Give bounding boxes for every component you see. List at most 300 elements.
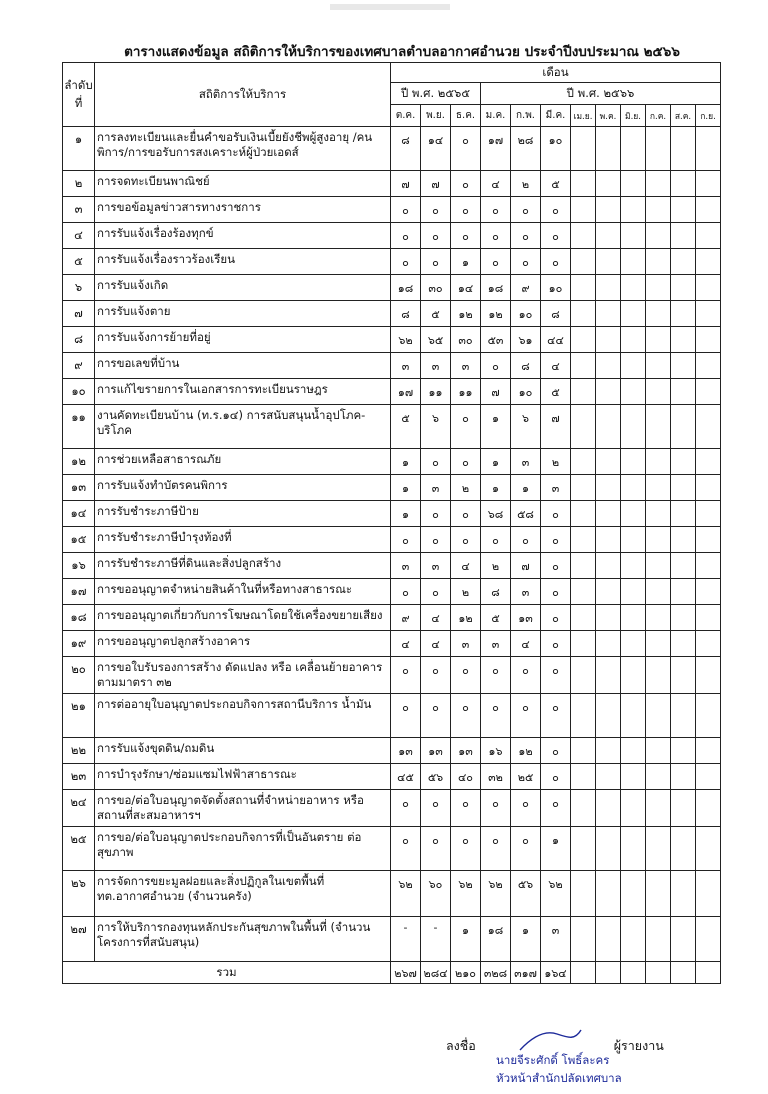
empty-cell: [621, 827, 646, 871]
empty-cell: [696, 871, 721, 917]
empty-cell: [671, 353, 696, 379]
empty-cell: [646, 694, 671, 738]
row-number: ๑๑: [63, 405, 95, 449]
month-value: -: [421, 917, 451, 962]
month-value: ๑: [481, 405, 511, 449]
empty-cell: [671, 871, 696, 917]
service-label: การจดทะเบียนพาณิชย์: [95, 171, 391, 197]
month-value: ๐: [391, 223, 421, 249]
row-number: ๒๓: [63, 764, 95, 790]
table-row: [63, 449, 721, 475]
month-value: ๐: [511, 249, 541, 275]
empty-cell: [621, 475, 646, 501]
month-value: ๓: [421, 553, 451, 579]
service-label: การต่ออายุใบอนุญาตประกอบกิจการสถานีบริการ น้ำมัน: [95, 694, 391, 738]
row-number: ๑๔: [63, 501, 95, 527]
empty-cell: [696, 249, 721, 275]
empty-cell: [671, 738, 696, 764]
empty-cell: [571, 449, 596, 475]
month-value: ๑: [391, 501, 421, 527]
empty-cell: [646, 871, 671, 917]
empty-cell: [646, 962, 671, 984]
empty-cell: [596, 657, 621, 694]
empty-cell: [571, 127, 596, 171]
month-value: ๐: [541, 764, 571, 790]
empty-cell: [571, 553, 596, 579]
empty-cell: [646, 223, 671, 249]
empty-cell: [646, 631, 671, 657]
row-number: ๘: [63, 327, 95, 353]
empty-cell: [696, 275, 721, 301]
month-value: ๐: [511, 790, 541, 827]
empty-cell: [621, 527, 646, 553]
month-value: ๒๘: [511, 127, 541, 171]
table-row: [63, 871, 721, 917]
month-value: ๑๐: [541, 127, 571, 171]
service-label: การช่วยเหลือสาธารณภัย: [95, 449, 391, 475]
month-value: ๖๒: [391, 327, 421, 353]
empty-cell: [646, 127, 671, 171]
row-number: ๑๗: [63, 579, 95, 605]
empty-cell: [596, 827, 621, 871]
month-value: ๕๖: [511, 871, 541, 917]
empty-cell: [696, 171, 721, 197]
empty-cell: [571, 501, 596, 527]
total-label: รวม: [63, 962, 391, 984]
month-value: ๑: [511, 475, 541, 501]
month-value: ๖๒: [481, 871, 511, 917]
table-row: [63, 579, 721, 605]
row-number: ๒๒: [63, 738, 95, 764]
table-row: [63, 275, 721, 301]
table-row: [63, 738, 721, 764]
month-header: ต.ค.: [391, 105, 421, 127]
month-value: ๕: [541, 171, 571, 197]
service-label: การขอ/ต่อใบอนุญาตประกอบกิจการที่เป็นอันตราย ต่อสุขภาพ: [95, 827, 391, 871]
month-value: ๔: [451, 553, 481, 579]
empty-cell: [571, 327, 596, 353]
table-row: [63, 379, 721, 405]
empty-cell: [571, 605, 596, 631]
month-value: ๑๘: [481, 275, 511, 301]
empty-cell: [671, 501, 696, 527]
empty-cell: [621, 553, 646, 579]
empty-cell: [671, 249, 696, 275]
empty-cell: [671, 827, 696, 871]
empty-cell: [621, 657, 646, 694]
table-row: [63, 605, 721, 631]
service-label: การขอ/ต่อใบอนุญาตจัดตั้งสถานที่จำหน่ายอาหาร หรือสถานที่สะสมอาหารฯ: [95, 790, 391, 827]
month-value: ๑๔: [421, 127, 451, 171]
reporter-label: ผู้รายงาน: [613, 1038, 664, 1053]
header-service: สถิติการให้บริการ: [95, 63, 391, 127]
month-header: ก.ย.: [696, 105, 721, 127]
empty-cell: [696, 605, 721, 631]
row-number: ๒๗: [63, 917, 95, 962]
total-value: ๓๒๘: [481, 962, 511, 984]
month-value: ๔: [421, 605, 451, 631]
month-value: ๑๘: [481, 917, 511, 962]
empty-cell: [696, 327, 721, 353]
month-value: ๗: [511, 553, 541, 579]
service-label: การรับแจ้งตาย: [95, 301, 391, 327]
month-value: ๐: [391, 694, 421, 738]
empty-cell: [696, 353, 721, 379]
empty-cell: [621, 353, 646, 379]
month-value: ๓๐: [421, 275, 451, 301]
empty-cell: [696, 738, 721, 764]
total-value: ๒๖๗: [391, 962, 421, 984]
table-row: [63, 527, 721, 553]
month-value: ๒: [451, 579, 481, 605]
month-value: ๑๔: [451, 275, 481, 301]
empty-cell: [671, 962, 696, 984]
empty-cell: [671, 301, 696, 327]
service-label: งานคัดทะเบียนบ้าน (ท.ร.๑๔) การสนับสนุนน้ำอุปโภค-บริโภค: [95, 405, 391, 449]
month-header: มี.ค.: [541, 105, 571, 127]
empty-cell: [596, 764, 621, 790]
page-title: ตารางแสดงข้อมูล สถิติการให้บริการของเทศบาลตำบลอากาศอำนวย ประจำปีงบประมาณ ๒๕๖๖: [124, 44, 680, 60]
empty-cell: [621, 171, 646, 197]
month-value: ๒: [511, 171, 541, 197]
month-value: ๑๒: [481, 301, 511, 327]
service-label: การรับชำระภาษีบำรุงท้องที่: [95, 527, 391, 553]
row-number: ๑๓: [63, 475, 95, 501]
month-value: ๐: [481, 694, 511, 738]
month-header: ส.ค.: [671, 105, 696, 127]
header-year-prev: ปี พ.ศ. ๒๕๖๕: [391, 83, 481, 105]
table-row: [63, 827, 721, 871]
month-value: ๐: [541, 790, 571, 827]
month-value: ๗: [421, 171, 451, 197]
empty-cell: [646, 353, 671, 379]
month-value: ๑๓: [511, 605, 541, 631]
service-label: การรับแจ้งการย้ายที่อยู่: [95, 327, 391, 353]
month-header: ก.พ.: [511, 105, 541, 127]
month-value: ๐: [421, 527, 451, 553]
month-value: ๐: [421, 223, 451, 249]
empty-cell: [571, 301, 596, 327]
empty-cell: [646, 379, 671, 405]
month-value: ๖๐: [421, 871, 451, 917]
empty-cell: [596, 962, 621, 984]
service-label: การรับแจ้งทำบัตรคนพิการ: [95, 475, 391, 501]
service-label: การจัดการขยะมูลฝอยและสิ่งปฏิกูลในเขตพื้นที่ ทต.อากาศอำนวย (จำนวนครัง): [95, 871, 391, 917]
empty-cell: [646, 605, 671, 631]
total-row: [63, 962, 721, 984]
month-value: ๑๓: [451, 738, 481, 764]
month-value: ๐: [541, 501, 571, 527]
month-value: ๑: [451, 917, 481, 962]
month-value: ๑๖: [481, 738, 511, 764]
table-row: [63, 764, 721, 790]
empty-cell: [596, 631, 621, 657]
month-value: ๐: [451, 449, 481, 475]
empty-cell: [621, 379, 646, 405]
month-value: ๐: [421, 657, 451, 694]
header-year-curr: ปี พ.ศ. ๒๕๖๖: [481, 83, 721, 105]
empty-cell: [646, 327, 671, 353]
empty-cell: [596, 501, 621, 527]
empty-cell: [671, 405, 696, 449]
month-value: ๐: [541, 657, 571, 694]
month-value: ๐: [481, 657, 511, 694]
month-value: ๕๘: [511, 501, 541, 527]
month-value: ๕: [481, 605, 511, 631]
month-value: ๑๑: [421, 379, 451, 405]
empty-cell: [621, 405, 646, 449]
month-value: ๘: [511, 353, 541, 379]
service-label: การรับแจ้งขุดดิน/ถมดิน: [95, 738, 391, 764]
month-value: ๐: [421, 827, 451, 871]
month-value: ๐: [421, 449, 451, 475]
empty-cell: [621, 790, 646, 827]
row-number: ๒๔: [63, 790, 95, 827]
month-value: ๑๐: [511, 379, 541, 405]
sign-label: ลงชื่อ: [446, 1038, 476, 1053]
month-header: มิ.ย.: [621, 105, 646, 127]
empty-cell: [696, 527, 721, 553]
empty-cell: [571, 197, 596, 223]
month-value: ๕๓: [481, 327, 511, 353]
empty-cell: [571, 579, 596, 605]
empty-cell: [671, 790, 696, 827]
row-number: ๒๑: [63, 694, 95, 738]
table-row: [63, 223, 721, 249]
table-row: [63, 197, 721, 223]
month-value: ๔: [421, 631, 451, 657]
month-value: ๐: [451, 657, 481, 694]
empty-cell: [596, 694, 621, 738]
month-value: ๖๑: [511, 327, 541, 353]
empty-cell: [696, 790, 721, 827]
month-value: ๐: [451, 171, 481, 197]
month-value: ๘: [481, 579, 511, 605]
empty-cell: [571, 223, 596, 249]
empty-cell: [596, 475, 621, 501]
service-label: การรับแจ้งเรื่องร้องทุกข์: [95, 223, 391, 249]
month-value: ๐: [391, 790, 421, 827]
empty-cell: [596, 171, 621, 197]
row-number: ๒๕: [63, 827, 95, 871]
empty-cell: [621, 631, 646, 657]
service-label: การบำรุงรักษา/ซ่อมแซมไฟฟ้าสาธารณะ: [95, 764, 391, 790]
empty-cell: [671, 223, 696, 249]
service-label: การลงทะเบียนและยื่นคำขอรับเงินเบี้ยยังชีพผู้สูงอายุ /คนพิการ/การขอรับการสงเคราะห์ผู้ป่วยเอดส์: [95, 127, 391, 171]
empty-cell: [621, 605, 646, 631]
month-value: ๙: [511, 275, 541, 301]
month-value: ๗: [481, 379, 511, 405]
empty-cell: [696, 694, 721, 738]
service-label: การให้บริการกองทุนหลักประกันสุขภาพในพื้นที่ (จำนวนโครงการที่สนับสนุน): [95, 917, 391, 962]
month-value: ๐: [421, 579, 451, 605]
month-value: ๓: [451, 353, 481, 379]
month-value: ๑๓: [421, 738, 451, 764]
service-label: การรับชำระภาษีป้าย: [95, 501, 391, 527]
header-no: ลำดับที่: [63, 63, 95, 127]
empty-cell: [571, 379, 596, 405]
month-value: ๕: [391, 405, 421, 449]
month-value: ๑๘: [391, 275, 421, 301]
empty-cell: [571, 249, 596, 275]
month-value: ๐: [481, 827, 511, 871]
month-value: ๒: [481, 553, 511, 579]
month-value: ๖๒: [391, 871, 421, 917]
empty-cell: [671, 475, 696, 501]
total-value: ๒๘๔: [421, 962, 451, 984]
table-row: [63, 694, 721, 738]
empty-cell: [671, 917, 696, 962]
month-value: ๑: [451, 249, 481, 275]
empty-cell: [596, 605, 621, 631]
month-value: ๐: [481, 223, 511, 249]
total-value: ๓๑๗: [511, 962, 541, 984]
month-value: ๐: [451, 790, 481, 827]
scan-artifact: [330, 4, 450, 10]
month-value: ๔: [511, 631, 541, 657]
empty-cell: [696, 764, 721, 790]
month-header: พ.ค.: [596, 105, 621, 127]
month-value: ๐: [541, 579, 571, 605]
empty-cell: [596, 917, 621, 962]
month-value: ๖: [511, 405, 541, 449]
row-number: ๕: [63, 249, 95, 275]
table-row: [63, 171, 721, 197]
month-value: ๗: [541, 405, 571, 449]
month-header: ม.ค.: [481, 105, 511, 127]
table-row: [63, 790, 721, 827]
empty-cell: [671, 527, 696, 553]
month-value: ๐: [481, 527, 511, 553]
month-value: ๐: [421, 694, 451, 738]
empty-cell: [571, 275, 596, 301]
statistics-table: [62, 62, 721, 984]
month-value: ๐: [541, 738, 571, 764]
empty-cell: [646, 449, 671, 475]
month-value: ๐: [511, 827, 541, 871]
signer-name: นายจีระศักดิ์ โพธิ์ละคร: [496, 1053, 610, 1067]
month-value: ๔๔: [541, 327, 571, 353]
total-value: ๑๖๔: [541, 962, 571, 984]
row-number: ๑๐: [63, 379, 95, 405]
month-value: ๐: [451, 405, 481, 449]
month-value: -: [391, 917, 421, 962]
month-value: ๔๐: [451, 764, 481, 790]
month-value: ๐: [391, 657, 421, 694]
month-value: ๐: [481, 353, 511, 379]
empty-cell: [596, 301, 621, 327]
month-value: ๐: [541, 605, 571, 631]
month-value: ๐: [421, 501, 451, 527]
empty-cell: [671, 171, 696, 197]
empty-cell: [596, 223, 621, 249]
empty-cell: [646, 405, 671, 449]
row-number: ๑๙: [63, 631, 95, 657]
empty-cell: [621, 764, 646, 790]
month-value: ๓: [481, 631, 511, 657]
empty-cell: [646, 275, 671, 301]
month-value: ๐: [481, 249, 511, 275]
service-label: การขออนุญาตเกี่ยวกับการโฆษณาโดยใช้เครื่องขยายเสียง: [95, 605, 391, 631]
empty-cell: [621, 871, 646, 917]
empty-cell: [571, 871, 596, 917]
empty-cell: [621, 301, 646, 327]
table-body: [63, 127, 721, 984]
month-value: ๖๒: [541, 871, 571, 917]
month-value: ๑๒: [451, 605, 481, 631]
empty-cell: [696, 553, 721, 579]
empty-cell: [596, 127, 621, 171]
empty-cell: [646, 501, 671, 527]
month-value: ๑๗: [391, 379, 421, 405]
month-value: ๑: [481, 475, 511, 501]
empty-cell: [621, 962, 646, 984]
empty-cell: [696, 197, 721, 223]
row-number: ๑๒: [63, 449, 95, 475]
month-value: ๑๗: [481, 127, 511, 171]
month-value: ๓: [541, 917, 571, 962]
month-value: ๐: [391, 579, 421, 605]
empty-cell: [571, 657, 596, 694]
month-header: ก.ค.: [646, 105, 671, 127]
row-number: ๒: [63, 171, 95, 197]
empty-cell: [596, 449, 621, 475]
empty-cell: [646, 579, 671, 605]
month-value: ๓: [541, 475, 571, 501]
service-label: การขออนุญาตปลูกสร้างอาคาร: [95, 631, 391, 657]
empty-cell: [646, 764, 671, 790]
empty-cell: [671, 449, 696, 475]
empty-cell: [696, 631, 721, 657]
month-value: ๓: [511, 449, 541, 475]
empty-cell: [596, 379, 621, 405]
empty-cell: [646, 301, 671, 327]
month-value: ๔๕: [391, 764, 421, 790]
month-header: เม.ย.: [571, 105, 596, 127]
row-number: ๙: [63, 353, 95, 379]
empty-cell: [621, 449, 646, 475]
month-value: ๐: [481, 790, 511, 827]
empty-cell: [621, 501, 646, 527]
month-value: ๐: [421, 249, 451, 275]
service-label: การรับแจ้งเกิด: [95, 275, 391, 301]
month-value: ๐: [541, 631, 571, 657]
empty-cell: [621, 249, 646, 275]
month-value: ๓: [391, 353, 421, 379]
empty-cell: [696, 917, 721, 962]
empty-cell: [671, 197, 696, 223]
empty-cell: [571, 962, 596, 984]
month-value: ๑: [391, 449, 421, 475]
table-row: [63, 249, 721, 275]
month-value: ๑: [481, 449, 511, 475]
empty-cell: [696, 579, 721, 605]
signer-title: หัวหน้าสำนักปลัดเทศบาล: [496, 1071, 622, 1085]
empty-cell: [621, 197, 646, 223]
month-value: ๐: [391, 827, 421, 871]
row-number: ๒๐: [63, 657, 95, 694]
empty-cell: [596, 738, 621, 764]
month-value: ๓: [421, 353, 451, 379]
row-number: ๑๕: [63, 527, 95, 553]
empty-cell: [571, 527, 596, 553]
empty-cell: [596, 197, 621, 223]
table-row: [63, 631, 721, 657]
month-value: ๐: [451, 223, 481, 249]
table-row: [63, 657, 721, 694]
empty-cell: [696, 827, 721, 871]
month-value: ๓๐: [451, 327, 481, 353]
